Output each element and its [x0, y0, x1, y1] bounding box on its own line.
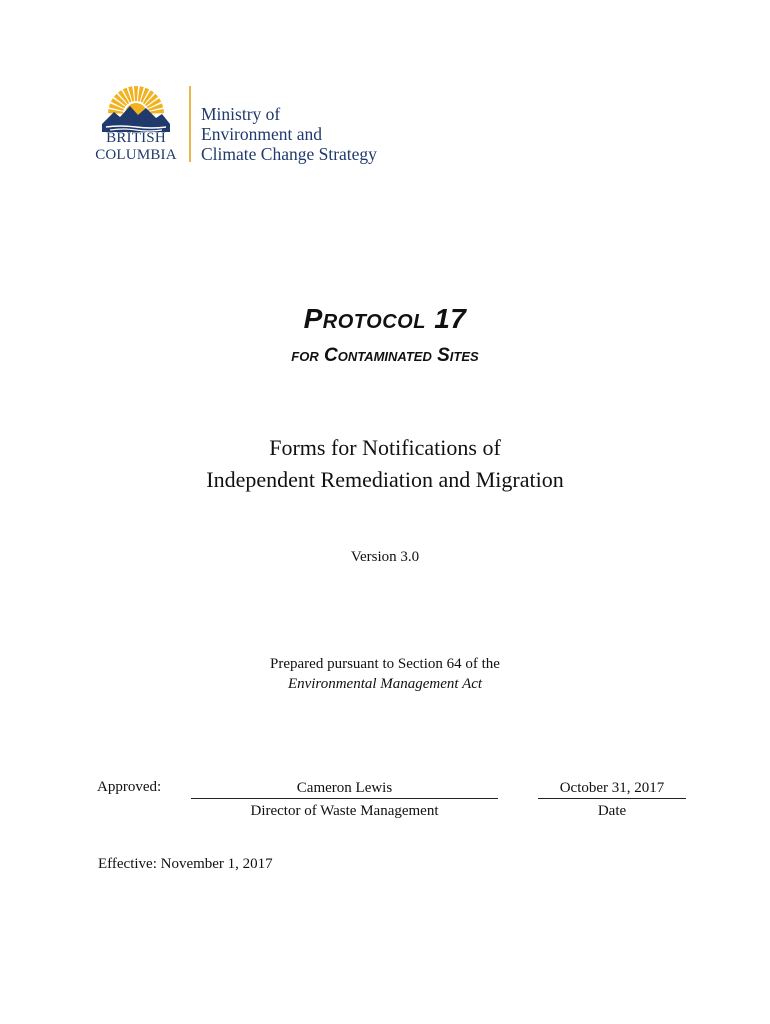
signature-block: [191, 779, 498, 820]
prepared-statement: [0, 654, 770, 694]
forms-title-line1: Forms for Notifications of: [269, 435, 501, 460]
signatory-name: Cameron Lewis: [191, 779, 498, 799]
page-subtitle: for Contaminated Sites: [291, 345, 479, 366]
province-name: [90, 130, 182, 164]
bc-ministry-logo: [90, 82, 390, 172]
ministry-line3: Climate Change Strategy: [201, 144, 377, 164]
bc-sun-mountain-icon: [100, 84, 172, 132]
sun-ray: [134, 86, 138, 101]
page-title: Protocol 17: [303, 303, 467, 334]
date-caption: Date: [597, 803, 627, 819]
prepared-line: Prepared pursuant to Section 64 of the: [270, 656, 500, 672]
ministry-line2: Environment and: [201, 124, 323, 144]
ministry-name: [201, 104, 377, 164]
effective-date: Effective: November 1, 2017: [98, 856, 273, 872]
date-block: [538, 779, 686, 820]
forms-title-line2: Independent Remediation and Migration: [206, 467, 564, 492]
approved-label: Approved:: [97, 779, 162, 795]
signatory-title: Director of Waste Management: [250, 803, 439, 819]
logo-divider: [189, 86, 191, 162]
province-line2: COLUMBIA: [95, 147, 177, 163]
act-name: Environmental Management Act: [287, 676, 483, 692]
ministry-line1: Ministry of: [201, 104, 281, 124]
version-label: Version 3.0: [350, 549, 420, 565]
forms-title: [0, 432, 770, 496]
approval-date: October 31, 2017: [538, 779, 686, 799]
province-line1: BRITISH: [106, 130, 166, 146]
